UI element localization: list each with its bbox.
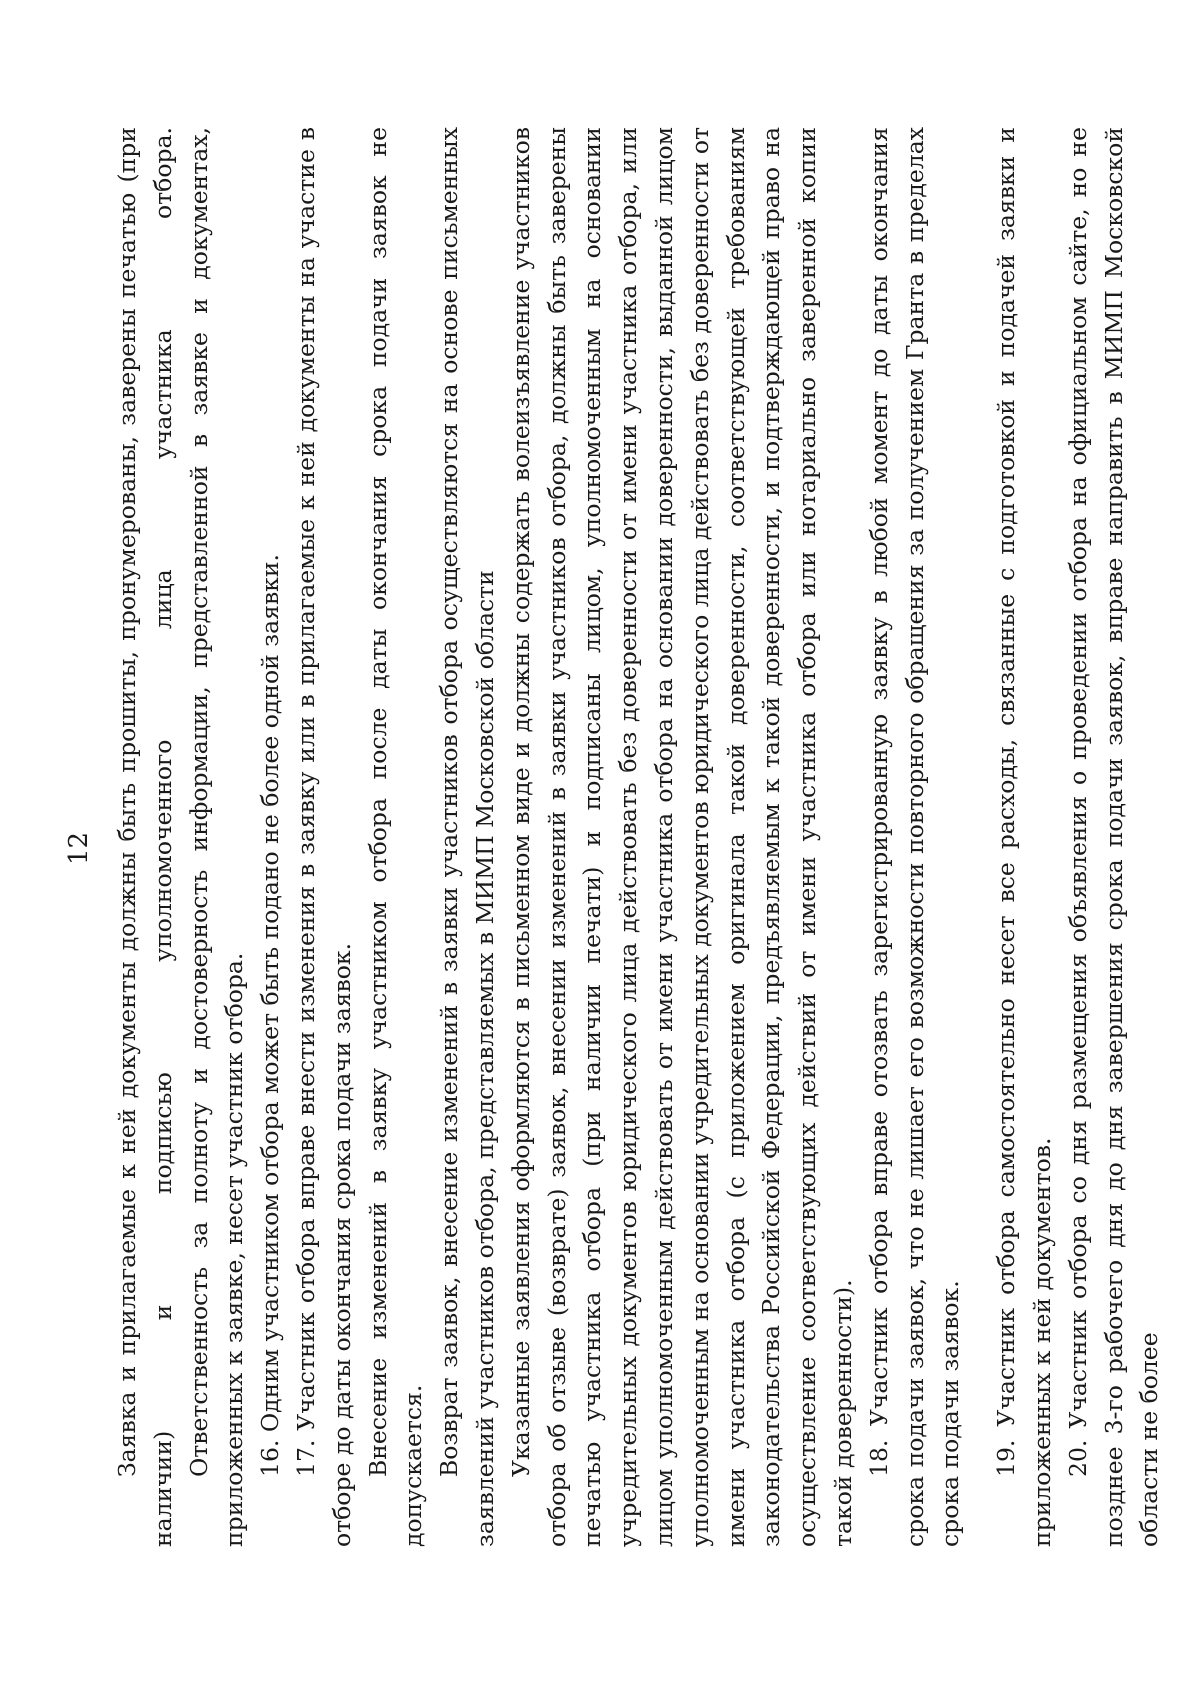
paragraph-19: 19. Участник отбора самостоятельно несет все расходы, связанные с подготовкой и подачей заявки и приложенных к ней документов. <box>992 127 1056 1547</box>
paragraph-20: 20. Участник отбора со дня размещения объявления о проведении отбора на официальном сайте, но не позднее 3-го рабочего дня до дня завершения срока подачи заявок, вправе направить в МИМП Московской области не более <box>1063 127 1164 1547</box>
paragraph-statements: Указанные заявления оформляются в письменном виде и должны содержать волеизъявление участников отбора об отзыве (возврате) заявок, внесении изменений в заявки участников отбора, должны быть заверены печатью участника отбора (при наличии печати) и подписаны лицом, уполномоченным на основании учредительных документов юридического лица действовать без доверенности от имени участника отбора, или лицом уполномоченным действовать от имени участника отбора на основании доверенности, выданной лицом уполномоченным на основании учредительных документов юридического лица действовать без доверенности от имени участника отбора (с приложением оригинала такой доверенности, соответствующей требованиям законодательства Российской Федерации, предъявляемым к такой доверенности, и подтверждающей право на осуществление соответствующих действий от имени участника отбора или нотариально заверенной копии такой доверенности). <box>506 127 857 1547</box>
paragraph-application-documents <box>110 127 182 1547</box>
page-number: 12 <box>64 831 94 866</box>
document-body <box>110 127 1168 1547</box>
paragraph-return-of-applications: Возврат заявок, внесение изменений в заявки участников отбора осуществляются на основе письменных заявлений участников отбора, представляемых в МИМП Московской области <box>435 127 499 1547</box>
paragraph-17: 17. Участник отбора вправе внести изменения в заявку или в прилагаемые к ней документы на участие в отборе до даты окончания срока подачи заявок. <box>291 127 356 1547</box>
paragraph-gap <box>969 127 989 1547</box>
paragraph-18: 18. Участник отбора вправе отозвать зарегистрированную заявку в любой момент до даты окончания срока подачи заявок, что не лишает его возможности повторного обращения за получением Гранта в пределах срока подачи заявок. <box>864 127 965 1547</box>
paragraph-changes-after-deadline: Внесение изменений в заявку участником отбора после даты окончания срока подачи заявок не допускается. <box>363 127 428 1547</box>
paragraph-responsibility: Ответственность за полноту и достоверность информации, представленной в заявке и документах, приложенных к заявке, несет участник отбора. <box>184 127 249 1547</box>
paragraph-16: 16. Одним участником отбора может быть подано не более одной заявки. <box>256 554 285 1477</box>
paragraph-text: Заявка и прилагаемые к ней документы должны быть прошиты, пронумерованы, заверены печатью (при наличии) и подписью уполномоченного лица участника отбора. <box>113 127 177 1547</box>
